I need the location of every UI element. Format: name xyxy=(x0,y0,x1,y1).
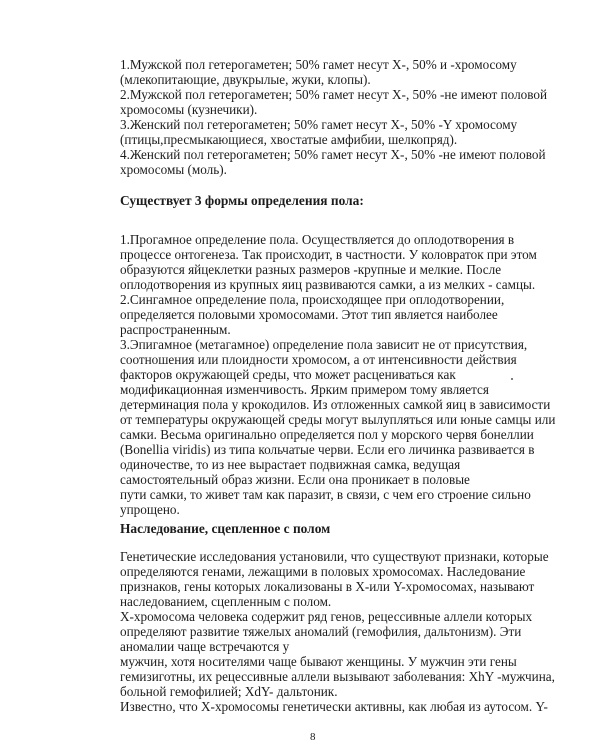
text-line: (Bonellia viridis) из типа кольчатые черви. Если его личинка развивается в xyxy=(120,442,535,457)
text-line: 3.Женский пол гетерогаметен; 50% гамет несут Х-, 50% -Y хромосому xyxy=(120,117,518,132)
text-line: признаков, гены которых локализованы в X-или Y-хромосомах, называют xyxy=(120,579,535,594)
text-line: гемизиготны, их рецессивные аллели вызывают заболевания: XhY -мужчина, xyxy=(120,669,555,684)
text-line: (птицы,пресмыкающиеся, хвостатые амфибии, шелкопряд). xyxy=(120,132,458,147)
text-line: одиночестве, то из нее вырастает подвижная самка, ведущая xyxy=(120,457,461,472)
text-line: 1.Прогамное определение пола. Осуществляется до оплодотворения в xyxy=(120,232,515,247)
text-line: 4.Женский пол гетерогаметен; 50% гамет несут Х-, 50% -не имеют половой xyxy=(120,147,546,162)
text-line: 2.Сингамное определение пола, происходящее при оплодотворении, xyxy=(120,292,505,307)
text-line: (млекопитающие, двукрылые, жуки, клопы). xyxy=(120,72,371,87)
text-line: наследованием, сцепленным с полом. xyxy=(120,594,332,609)
text-line: 1.Мужской пол гетерогаметен; 50% гамет несут Х-, 50% и -хромосому xyxy=(120,57,517,72)
text-line: определяют развитие тяжелых аномалий (гемофилия, дальтонизм). Эти xyxy=(120,624,522,639)
text-line: X-хромосома человека содержит ряд генов, рецессивные аллели которых xyxy=(120,609,533,624)
text-line: модификационная изменчивость. Ярким примером тому является xyxy=(120,382,489,397)
text-line: пути самки, то живет там как паразит, в связи, с чем его строение сильно xyxy=(120,487,531,502)
text-line: образуются яйцеклетки разных размеров -крупные и мелкие. После xyxy=(120,262,502,277)
text-line: соотношения или плоидности хромосом, а от интенсивности действия xyxy=(120,352,517,367)
text-line: 2.Мужской пол гетерогаметен; 50% гамет несут Х-, 50% -не имеют половой xyxy=(120,87,548,102)
text-line: самки. Весьма оригинально определяется пол у морского червя бонеллии xyxy=(120,427,534,442)
text-line: аномалии чаще встречаются у xyxy=(120,639,290,654)
text-line: Известно, что X-хромосомы генетически активны, как любая из аутосом. Y- xyxy=(120,699,548,714)
text-line: факторов окружающей среды, что может расцениваться как xyxy=(120,367,456,382)
text-line: упрощено. xyxy=(120,502,180,517)
text-line: хромосомы (моль). xyxy=(120,162,227,177)
text-line: 3.Эпигамное (метагамное) определение пола зависит не от присутствия, xyxy=(120,337,528,352)
text-line: от температуры окружающей среды могут вылупляться или юные самцы или xyxy=(120,412,556,427)
text-line: определяются генами, лежащими в половых хромосомах. Наследование xyxy=(120,564,526,579)
text-line: определяется половыми хромосомами. Этот тип является наиболее xyxy=(120,307,498,322)
text-line: самостоятельный образ жизни. Если она проникает в половые xyxy=(120,472,470,487)
section-heading: Существует 3 формы определения пола: xyxy=(120,193,364,208)
section-heading: Наследование, сцепленное с полом xyxy=(120,521,331,536)
scan-speck xyxy=(511,378,513,380)
text-line: хромосомы (кузнечики). xyxy=(120,102,258,117)
text-line: Генетические исследования установили, что существуют признаки, которые xyxy=(120,549,549,564)
text-line: мужчин, хотя носителями чаще бывают женщины. У мужчин эти гены xyxy=(120,654,517,669)
text-line: распространенным. xyxy=(120,322,231,337)
text-line: оплодотворения из крупных яиц развиваются самки, а из мелких - самцы. xyxy=(120,277,536,292)
text-line: больной гемофилией; XdY- дальтоник. xyxy=(120,684,338,699)
text-line: детерминация пола у крокодилов. Из отложенных самкой яиц в зависимости xyxy=(120,397,551,412)
text-line: процессе онтогенеза. Так происходит, в частности. У коловраток при этом xyxy=(120,247,537,262)
page-number: 8 xyxy=(310,731,316,743)
